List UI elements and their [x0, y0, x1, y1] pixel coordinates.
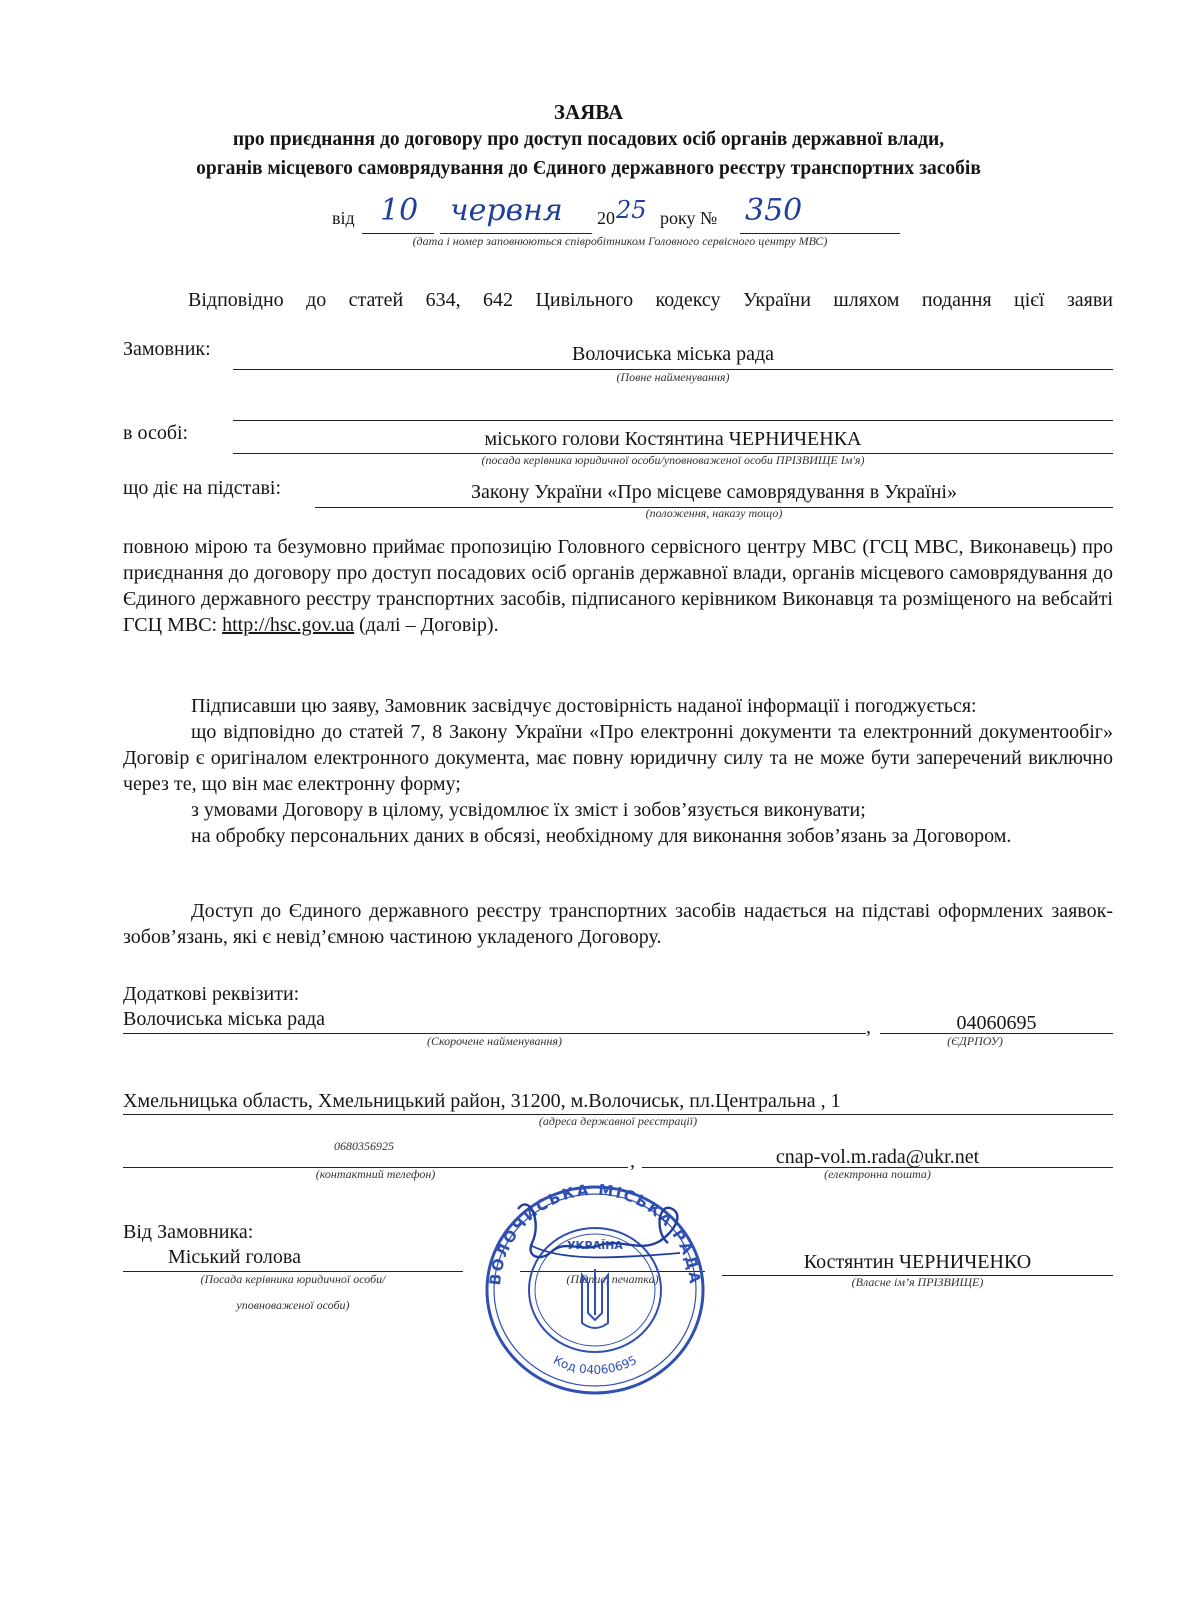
date-year-label: року № [660, 208, 718, 228]
signature-caption: (Підпис, печатка) [566, 1272, 659, 1286]
stamp-ring-text: УКРАЇНА [567, 1239, 623, 1252]
date-year-prefix: 20 [597, 208, 615, 228]
document-subtitle-line1: про приєднання до договору про доступ посадових осіб органів державної влади, [232, 129, 945, 150]
agreement-intro: Підписавши цю заяву, Замовник засвідчує достовірність наданої інформації і погоджується: [191, 695, 977, 717]
edrpou-caption: (ЄДРПОУ) [947, 1034, 1003, 1048]
represented-caption: (посада керівника юридичної особи/уповноваженої особи ПРІЗВИЩЕ Ім'я) [481, 453, 865, 467]
customer-value: Волочиська міська рада [571, 343, 775, 365]
date-from-label: від [332, 208, 355, 228]
agreement-item-electronic: що відповідно до статей 7, 8 Закону України «Про електронні документи та електронний документообіг» Договір є оригіналом електронного документа, має повну юридичну силу та не може бути заперечений виключно через те, що він має електронну форму; [123, 721, 1113, 795]
represented-value: міського голови Костянтина ЧЕРНИЧЕНКА [484, 428, 862, 450]
represented-label: в особі: [123, 422, 189, 444]
date-number-handwritten: 350 [745, 193, 803, 228]
date-year-handwritten: 25 [616, 196, 647, 224]
requisites-comma-2: , [630, 1150, 635, 1172]
position-caption-1: (Посада керівника юридичної особи/ [200, 1272, 386, 1286]
basis-value: Закону України «Про місцеве самоврядування в Україні» [471, 481, 957, 503]
signatory-name: Костянтин ЧЕРНИЧЕНКО [803, 1251, 1032, 1273]
document-subtitle-line2: органів місцевого самоврядування до Єдиного державного реєстру транспортних засобів [196, 158, 981, 179]
official-stamp [470, 1183, 720, 1398]
signatory-position: Міський голова [168, 1246, 301, 1268]
phone-caption: (контактний телефон) [315, 1167, 436, 1181]
agreement-item-terms: з умовами Договору в цілому, усвідомлює їх зміст і зобов’язується виконувати; [191, 799, 866, 821]
acceptance-text: повною мірою та безумовно приймає пропозицію Головного сервісного центру МВС (ГСЦ МВС, Виконавець) про приєднання до договору про доступ посадових осіб органів державної влади, органів місцевого самоврядування до Єдиного державного реєстру транспортних засобів, підписаного керівником Виконавця та розміщеного на вебсайті ГСЦ МВС: [123, 536, 1113, 636]
basis-caption: (положення, наказу тощо) [645, 506, 783, 520]
stamp-top-text: ВОЛОЧИСЬКА МІСЬКА РАДА [485, 1183, 705, 1287]
agreement-block [123, 693, 1113, 849]
date-month-handwritten: червня [450, 193, 563, 228]
email-caption: (електронна пошта) [824, 1167, 931, 1181]
customer-label: Замовник: [123, 338, 211, 360]
name-caption: (Власне ім’я ПРІЗВИЩЕ) [851, 1275, 984, 1289]
address-caption: (адреса державної реєстрації) [538, 1114, 698, 1128]
short-name-caption: (Скорочене найменування) [427, 1034, 562, 1048]
represented-blank-line [233, 420, 1113, 421]
requisites-comma: , [866, 1016, 871, 1038]
svg-text:Код 04060695 [551, 1353, 639, 1377]
position-caption-2: уповноваженої особи) [236, 1298, 350, 1312]
short-name-value: Волочиська міська рада [123, 1008, 326, 1030]
requisites-heading: Додаткові реквізити: [123, 983, 300, 1005]
signature-from-label: Від Замовника: [123, 1221, 254, 1243]
stamp-code-text: Код 04060695 [550, 1352, 640, 1377]
customer-caption: (Повне найменування) [616, 370, 730, 384]
edrpou-value: 04060695 [956, 1012, 1037, 1034]
agreement-item-personal-data: на обробку персональних даних в обсязі, необхідному для виконання зобов’язань за Договором. [191, 825, 1012, 847]
intro-text: Відповідно до статей 634, 642 Цивільного кодексу України шляхом подання цієї заяви [188, 289, 1113, 311]
acceptance-text-end: (далі – Договір). [354, 614, 499, 636]
phone-value: 0680356925 [334, 1139, 394, 1153]
acceptance-paragraph [123, 534, 1113, 638]
basis-label: що діє на підставі: [123, 477, 282, 499]
trident-icon [582, 1269, 608, 1328]
date-caption: (дата і номер заповнюються співробітником Головного сервісного центру МВС) [412, 234, 828, 248]
address-value: Хмельницька область, Хмельницький район, 31200, м.Волочиськ, пл.Центральна , 1 [123, 1090, 841, 1112]
access-paragraph [123, 898, 1113, 950]
document-title: ЗАЯВА [553, 100, 624, 124]
access-text: Доступ до Єдиного державного реєстру транспортних засобів надається на підставі оформлених заявок-зобов’язань, які є невід’ємною частиною укладеного Договору. [123, 900, 1113, 948]
email-value: cnap-vol.m.rada@ukr.net [775, 1146, 980, 1168]
hsc-website-link[interactable]: http://hsc.gov.ua [222, 614, 355, 636]
date-day-handwritten: 10 [380, 193, 419, 228]
